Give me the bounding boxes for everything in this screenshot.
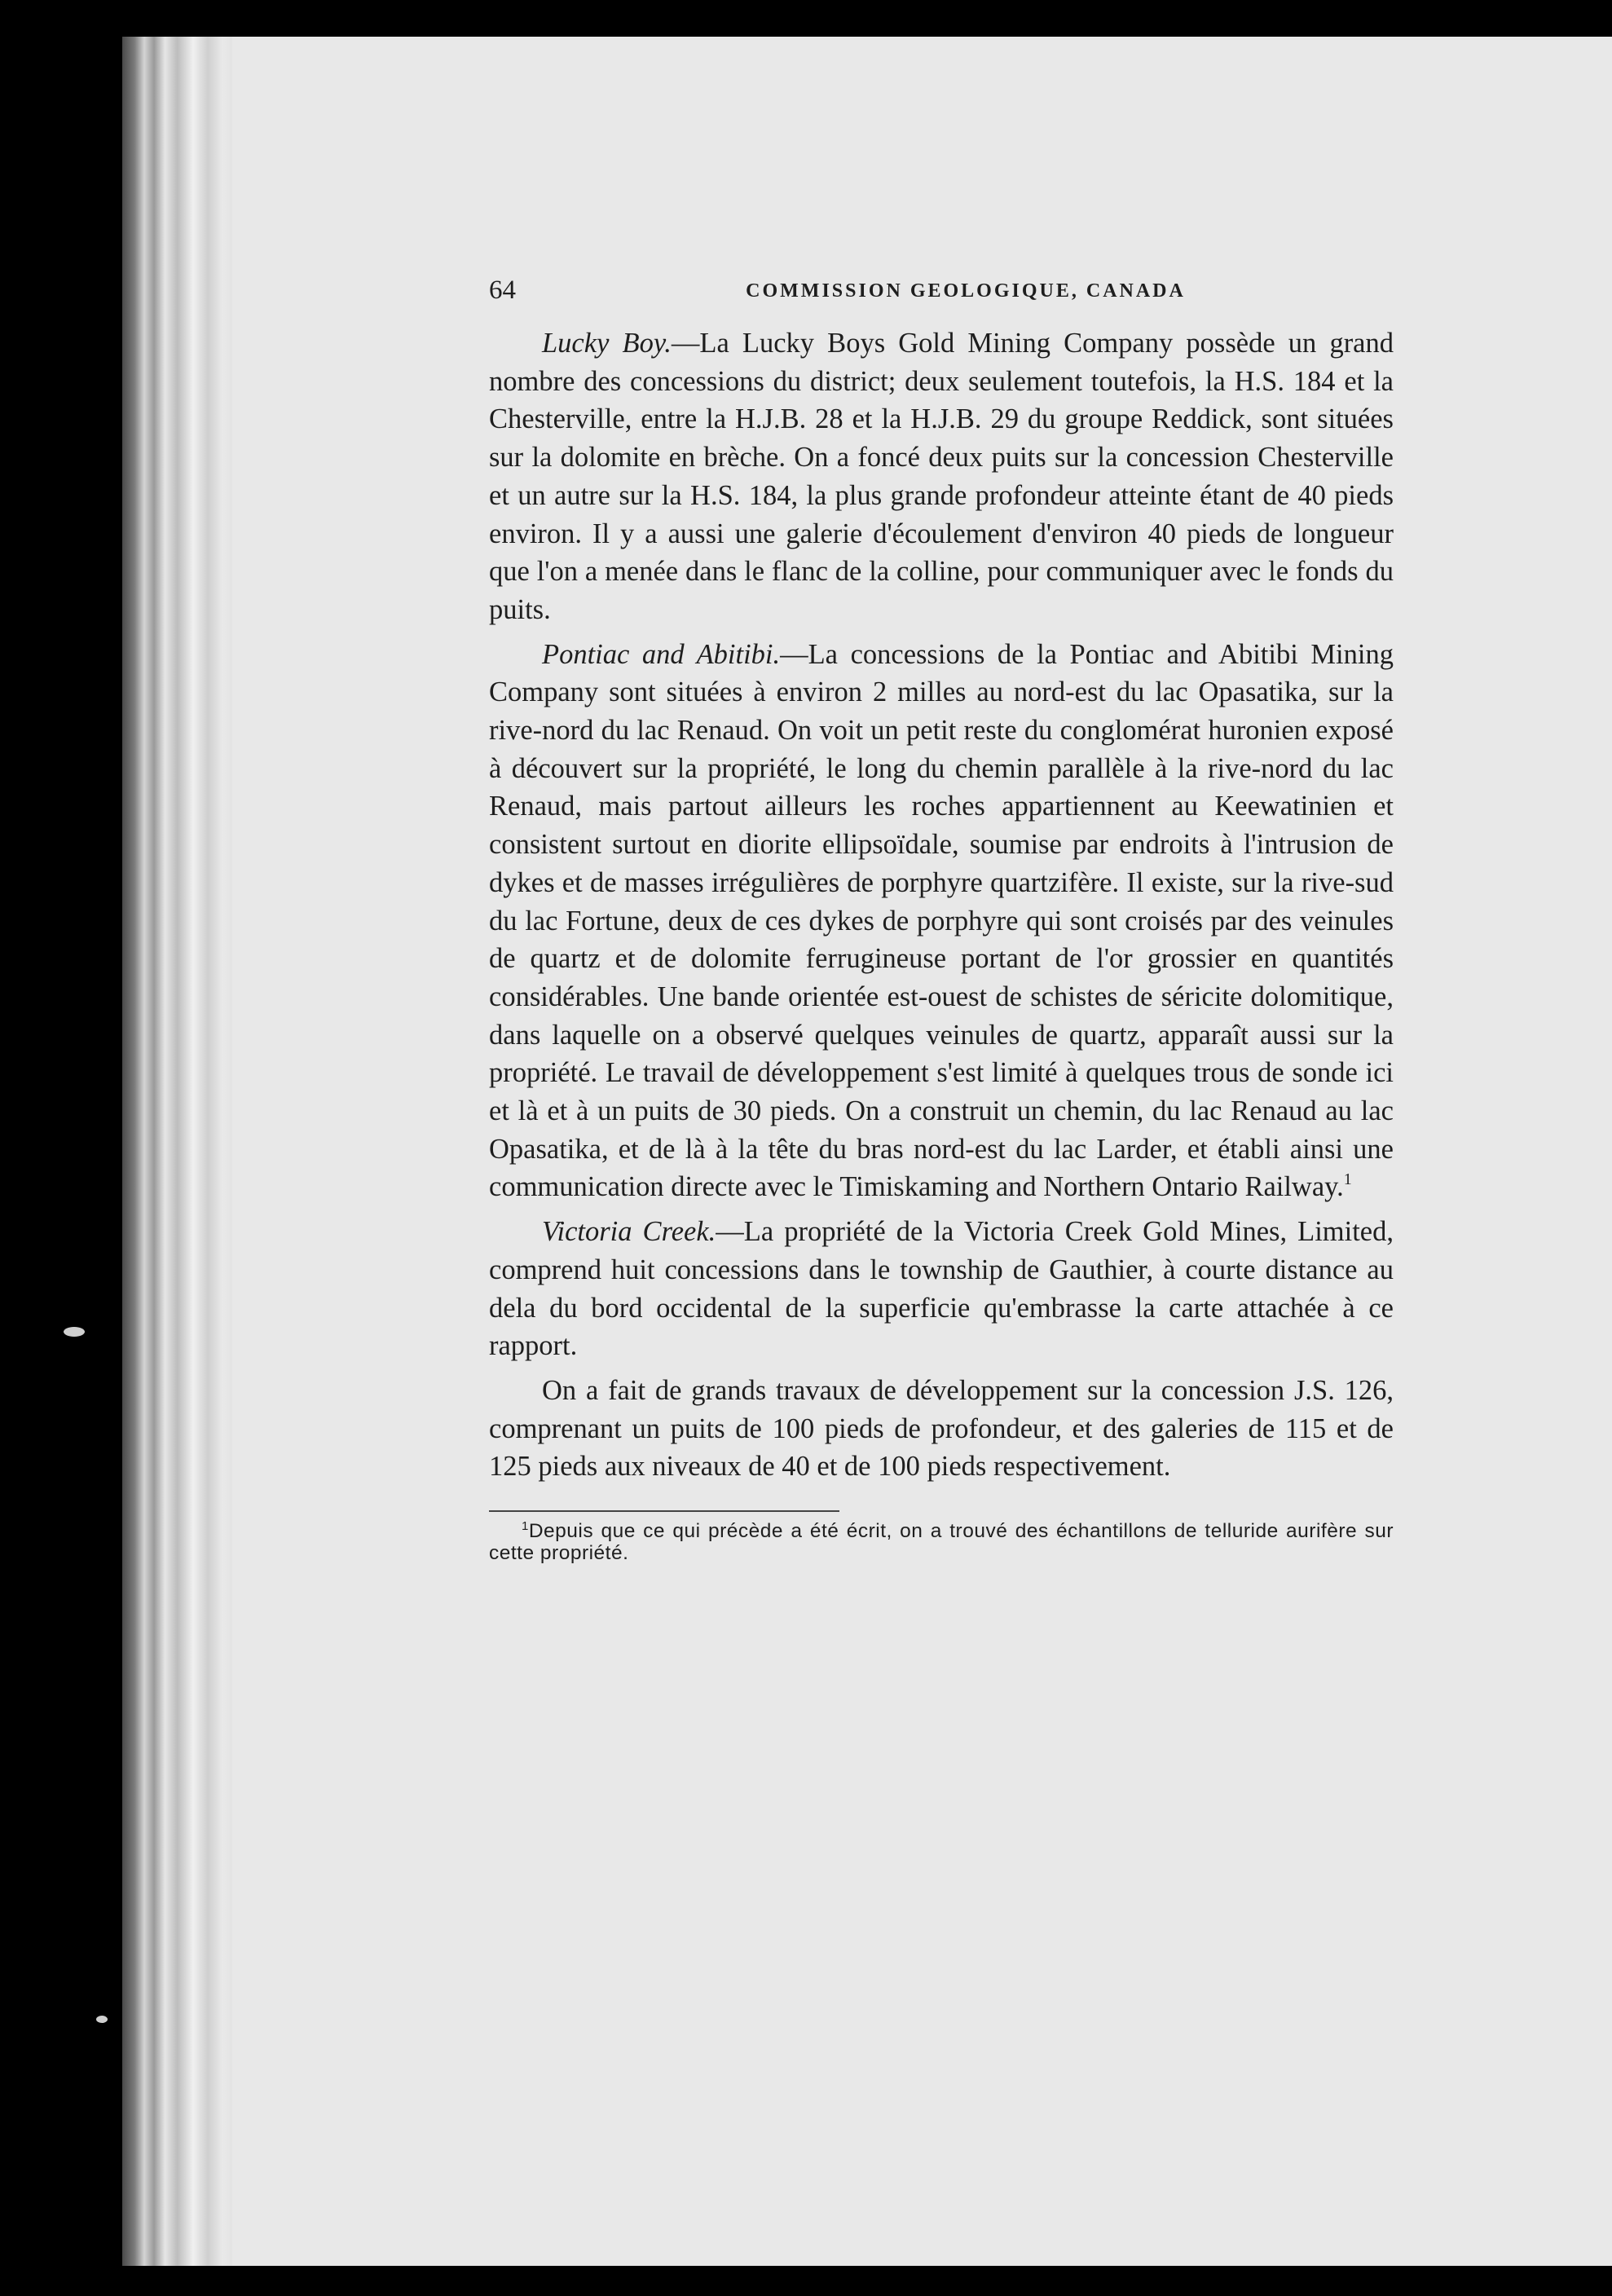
footnote-marker: 1 xyxy=(522,1519,529,1534)
book-binding xyxy=(122,37,244,2266)
page-number: 64 xyxy=(489,275,516,305)
scan-speck xyxy=(96,2016,108,2023)
paragraph-text: On a fait de grands travaux de développement sur la concession J.S. 126, comprenant un puits de 100 pieds de profondeur, et des galeries de 115 et de 125 pieds aux niveaux de 40 et de 100 pieds respectivement. xyxy=(489,1374,1394,1483)
paragraph-text: —La propriété de la Victoria Creek Gold Mines, Limited, comprend huit concessions dans le township de Gauthier, à courte distance au dela du bord occidental de la superficie qu'embrasse la carte attachée à ce rapport. xyxy=(489,1216,1394,1362)
footnote xyxy=(489,1520,1394,1564)
page-content xyxy=(489,269,1394,1564)
paragraph-developpement xyxy=(489,1372,1394,1486)
paragraph-lead: Pontiac and Abitibi. xyxy=(542,638,781,670)
paragraph-victoria-creek xyxy=(489,1213,1394,1365)
running-head: COMMISSION GEOLOGIQUE, CANADA xyxy=(746,280,1186,302)
page-header xyxy=(489,269,1394,321)
paragraph-lead: Victoria Creek. xyxy=(542,1216,716,1248)
footnote-text: Depuis que ce qui précède a été écrit, on a trouvé des échantillons de telluride aurifère sur cette propriété. xyxy=(489,1520,1394,1565)
footnote-reference: 1 xyxy=(1343,1170,1352,1189)
scan-speck xyxy=(64,1327,85,1337)
paragraph-text: —La Lucky Boys Gold Mining Company possède un grand nombre des concessions du district; deux seulement toutefois, la H.S. 184 et la Chesterville, entre la H.J.B. 28 et la H.J.B. 29 du groupe Reddick, sont situées sur la dolomite en brèche. On a foncé deux puits sur la concession Chesterville et un autre sur la H.S. 184, la plus grande profondeur atteinte étant de 40 pieds environ. Il y a aussi une galerie d'écoulement d'environ 40 pieds de longueur que l'on a menée dans le flanc de la colline, pour communiquer avec le fonds du puits. xyxy=(489,328,1394,625)
paragraph-lead: Lucky Boy. xyxy=(542,328,672,359)
paragraph-pontiac-abitibi xyxy=(489,636,1394,1207)
footnote-divider xyxy=(489,1510,839,1512)
paragraph-lucky-boy xyxy=(489,324,1394,629)
paragraph-text: —La concessions de la Pontiac and Abitibi Mining Company sont situées à environ 2 milles au nord-est du lac Opasatika, sur la rive-nord du lac Renaud. On voit un petit reste du conglomérat huronien exposé à découvert sur la propriété, le long du chemin parallèle à la rive-nord du lac Renaud, mais partout ailleurs les roches appartiennent au Keewatinien et consistent surtout en diorite ellipsoïdale, soumise par endroits à l'intrusion de dykes et de masses irrégulières de porphyre quartzifère. Il existe, sur la rive-sud du lac Fortune, deux de ces dykes de porphyre qui sont croisés par des veinules de quartz et de dolomite ferrugineuse portant de l'or grossier en quantités considérables. Une bande orientée est-ouest de schistes de séricite dolomitique, dans laquelle on a observé quelques veinules de quartz, apparaît aussi sur la propriété. Le travail de développement s'est limité à quelques trous de sonde ici et là et à un puits de 30 pieds. On a construit un chemin, du lac Renaud au lac Opasatika, et de là à la tête du bras nord-est du lac Larder, et établi ainsi une communication directe avec le Timiskaming and Northern Ontario Railway. xyxy=(489,638,1394,1203)
